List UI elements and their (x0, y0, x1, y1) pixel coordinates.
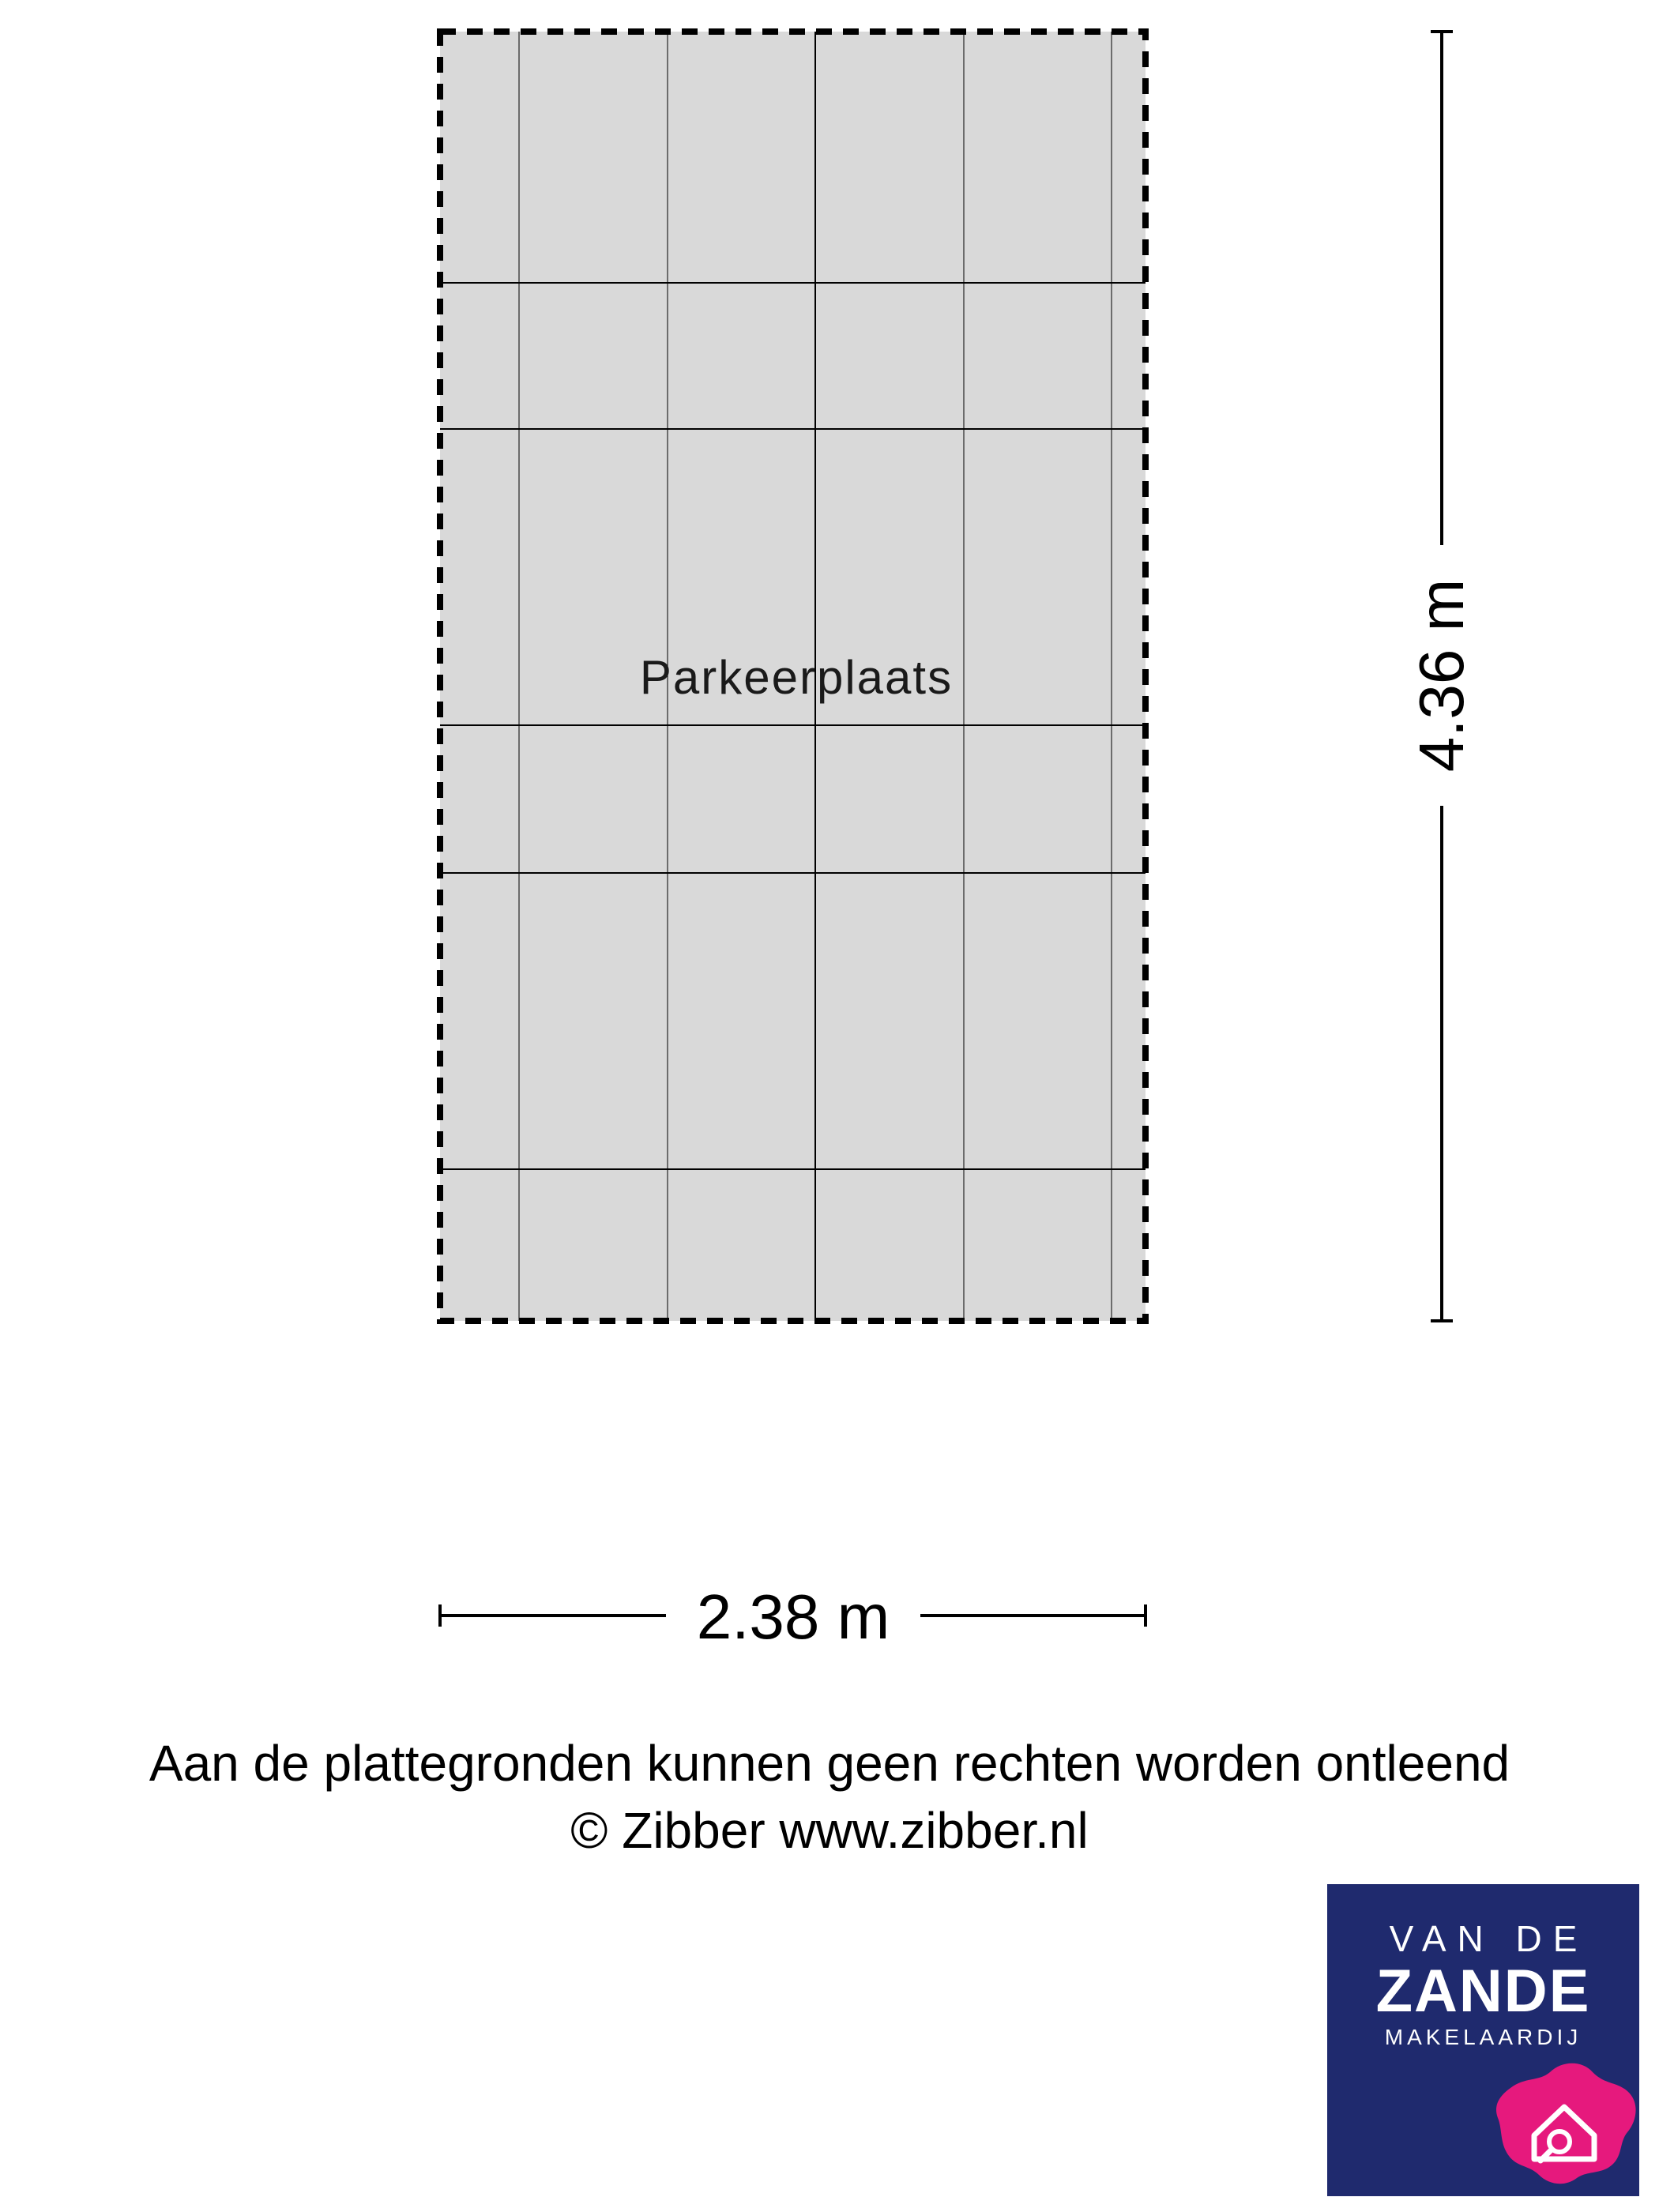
width-dimension-label: 2.38 m (696, 1582, 890, 1652)
disclaimer-text: Aan de plattegronden kunnen geen rechten worden ontleend (149, 1735, 1510, 1792)
company-logo (1327, 1884, 1639, 2196)
logo-line-van-de: VAN DE (1389, 1918, 1589, 1959)
copyright-text: © Zibber www.zibber.nl (570, 1802, 1089, 1859)
height-dimension-label: 4.36 m (1406, 578, 1477, 773)
house-magnifier-icon (1327, 1884, 1639, 2196)
logo-line-makelaardij: MAKELAARDIJ (1384, 2025, 1582, 2049)
logo-line-zande: ZANDE (1375, 1958, 1591, 2025)
room-label: Parkeerplaats (639, 651, 954, 704)
